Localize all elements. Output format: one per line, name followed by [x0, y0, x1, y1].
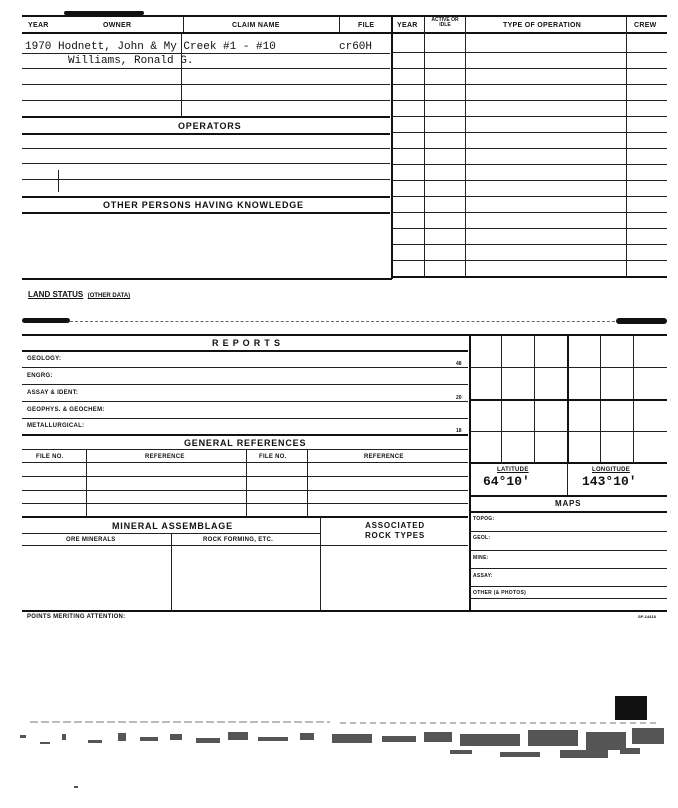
row-line: [470, 586, 667, 587]
row-line: [392, 212, 667, 213]
map-assay: ASSAY:: [473, 573, 493, 579]
ref-divider: [86, 449, 87, 516]
report-num-18: 18: [456, 428, 462, 434]
row-line: [470, 568, 667, 569]
report-num-48: 48: [456, 361, 462, 367]
entry-file-no: cr60H: [339, 41, 373, 53]
right-smudge: [616, 318, 667, 324]
scan-noise: [0, 690, 678, 808]
row-line: [22, 476, 468, 477]
map-geol: GEOL:: [473, 535, 491, 541]
row-line: [22, 384, 468, 385]
lower-bottom-rule: [22, 610, 667, 612]
ref-reference-2: REFERENCE: [364, 454, 404, 460]
row-line: [392, 164, 667, 165]
active-divider: [465, 17, 466, 277]
row-line: [22, 148, 390, 149]
lat-long-divider: [567, 463, 568, 495]
other-persons-title: OTHER PERSONS HAVING KNOWLEDGE: [103, 200, 304, 210]
ref-file-no-1: FILE NO.: [36, 454, 64, 460]
header-rule: [22, 32, 667, 34]
col-claim-name: CLAIM NAME: [232, 22, 280, 29]
grid-h: [470, 431, 667, 432]
row-line: [22, 367, 468, 368]
row-line: [470, 511, 667, 513]
ref-divider: [307, 449, 308, 516]
row-line: [392, 116, 667, 117]
map-topog: TOPOG:: [473, 516, 495, 522]
left-smudge: [22, 318, 70, 323]
form-code: SP-14418: [638, 614, 656, 619]
report-engrg: ENGRG:: [27, 373, 53, 379]
row-line: [392, 148, 667, 149]
row-line: [470, 495, 667, 497]
crew-divider: [626, 17, 627, 277]
row-line: [22, 449, 468, 450]
row-line: [22, 545, 468, 546]
row-line: [392, 100, 667, 101]
row-line: [22, 53, 390, 54]
lower-top-rule: [22, 334, 667, 336]
row-line: [22, 503, 468, 504]
associated-rock-types-title: ASSOCIATED ROCK TYPES: [364, 521, 425, 540]
col-type-operation: TYPE OF OPERATION: [503, 22, 582, 29]
row-line: [22, 196, 390, 198]
grid-h: [470, 367, 667, 368]
latitude-label: LATITUDE: [497, 467, 529, 473]
owner-claim-divider: [181, 33, 182, 116]
map-other: OTHER (& PHOTOS): [473, 590, 527, 596]
ref-divider: [246, 449, 247, 516]
land-status-title: LAND STATUS: [28, 290, 84, 299]
row-line: [22, 401, 468, 402]
row-line: [392, 68, 667, 69]
col-year: YEAR: [28, 22, 49, 29]
col-owner: OWNER: [103, 22, 132, 29]
points-meriting-attention: POINTS MERITING ATTENTION:: [27, 614, 126, 620]
row-line: [22, 163, 390, 164]
ore-rock-divider: [171, 533, 172, 610]
top-section-bottom: [22, 278, 392, 280]
ref-file-no-2: FILE NO.: [259, 454, 287, 460]
row-line: [22, 68, 390, 69]
entry-line-1: 1970 Hodnett, John & My Creek #1 - #10: [25, 41, 276, 53]
row-line: [470, 531, 667, 532]
row-line: [22, 84, 390, 85]
report-num-20: 20: [456, 395, 462, 401]
row-line: [22, 516, 468, 518]
row-line: [470, 550, 667, 551]
ref-reference-1: REFERENCE: [145, 454, 185, 460]
general-references-title: GENERAL REFERENCES: [184, 438, 307, 448]
entry-line-2: Williams, Ronald G.: [68, 55, 194, 67]
top-smudge: [64, 11, 144, 15]
hdr-div: [183, 17, 184, 32]
operators-title: OPERATORS: [178, 121, 242, 131]
col-file: FILE: [358, 22, 375, 29]
longitude-label: LONGITUDE: [592, 467, 631, 473]
mineral-divider: [320, 517, 321, 610]
mineral-assemblage-title: MINERAL ASSEMBLAGE: [112, 521, 233, 531]
col-crew: CREW: [634, 22, 657, 29]
report-geophys: GEOPHYS. & GEOCHEM:: [27, 407, 105, 413]
land-status-sub: (OTHER DATA): [87, 293, 131, 299]
row-line: [392, 228, 667, 229]
row-line: [470, 598, 667, 599]
separator-line: [70, 321, 620, 322]
row-line: [22, 490, 468, 491]
row-line: [392, 196, 667, 197]
map-mine: MINE:: [473, 555, 489, 561]
report-metallurgical: METALLURGICAL:: [27, 423, 85, 429]
row-line: [392, 84, 667, 85]
land-status-heading: [28, 284, 130, 302]
row-line: [22, 350, 468, 352]
row-line: [392, 132, 667, 133]
hdr-div: [339, 17, 340, 32]
grid-h: [470, 462, 667, 464]
longitude-value: 143°10': [582, 474, 637, 489]
row-line: [22, 116, 390, 118]
grid-h: [470, 399, 667, 401]
row-line: [392, 276, 667, 278]
row-line: [392, 52, 667, 53]
maps-title: MAPS: [555, 499, 582, 508]
row-line: [22, 179, 390, 180]
report-geology: GEOLOGY:: [27, 356, 62, 362]
col-year-2: YEAR: [397, 22, 418, 29]
row-line: [22, 418, 468, 419]
row-line: [22, 133, 390, 135]
rock-forming-header: ROCK FORMING, ETC.: [203, 537, 274, 543]
row-line: [22, 462, 468, 463]
row-line: [22, 212, 390, 214]
row-line: [22, 434, 468, 436]
top-border: [22, 15, 667, 17]
row-line: [392, 260, 667, 261]
col-active-idle: ACTIVE OR IDLE: [431, 17, 459, 28]
report-assay: ASSAY & IDENT:: [27, 390, 79, 396]
ore-minerals-header: ORE MINERALS: [66, 537, 116, 543]
row-line: [22, 100, 390, 101]
tick: [58, 170, 59, 192]
latitude-value: 64°10': [483, 474, 530, 489]
reports-title: R E P O R T S: [212, 338, 281, 348]
year-divider: [424, 17, 425, 277]
row-line: [392, 244, 667, 245]
row-line: [392, 180, 667, 181]
